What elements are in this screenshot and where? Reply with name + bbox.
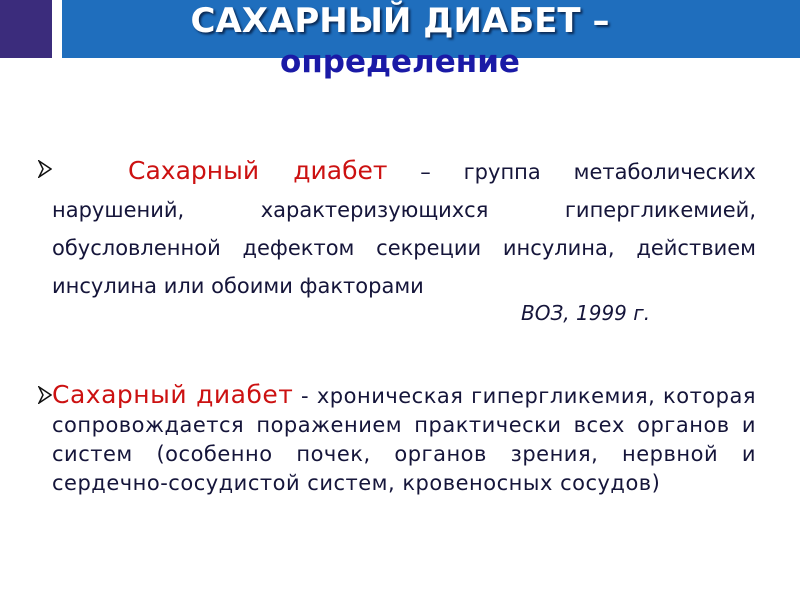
definition-1 xyxy=(52,152,756,305)
page-subtitle: определение xyxy=(280,44,520,80)
definition-2-text: - хроническая гипергликемия, которая сопровождается поражением практически всех органов и систем (особенно почек, органов зрения, нервной и сердечно-сосудистой систем, кровеносных сосудов) xyxy=(52,384,756,495)
definition-2 xyxy=(52,380,756,498)
definition-2-term: Сахарный диабет xyxy=(52,380,294,409)
arrowhead-bullet-icon xyxy=(38,160,52,183)
definition-1-text: – группа метаболических нарушений, характеризующихся гипергликемией, обусловленной дефектом секреции инсулина, действием инсулина или обоими факторами xyxy=(52,160,756,298)
definition-1-source: ВОЗ, 1999 г. xyxy=(521,301,651,325)
definition-1-term: Сахарный диабет xyxy=(128,156,388,185)
page-title: САХАРНЫЙ ДИАБЕТ – xyxy=(190,1,610,41)
arrowhead-bullet-icon xyxy=(38,386,52,409)
